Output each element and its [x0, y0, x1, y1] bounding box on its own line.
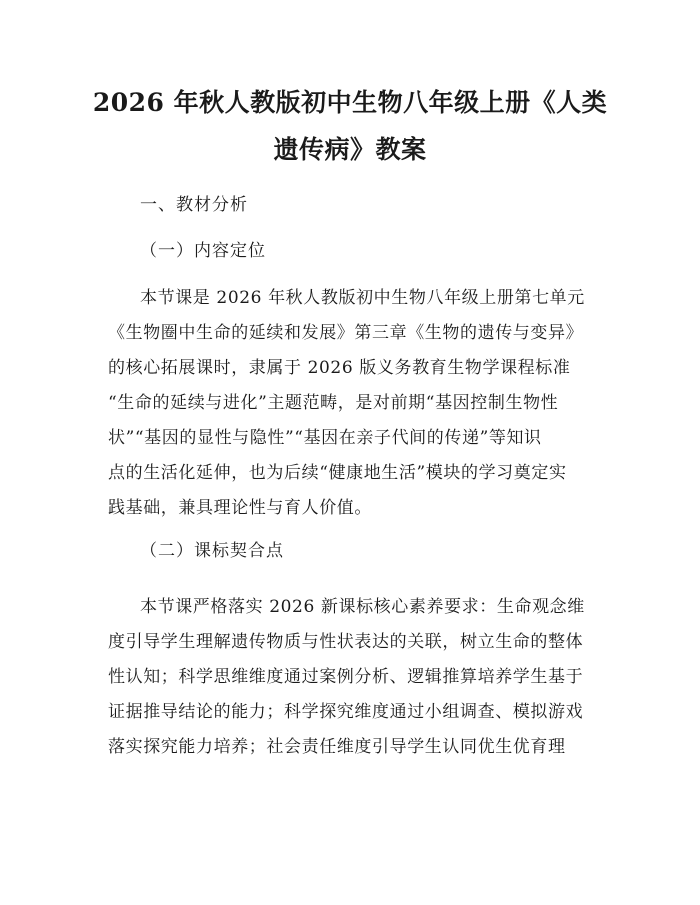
subsection-heading-curriculum-alignment: （二）课标契合点 [140, 541, 284, 561]
paragraph-line: 践基础，兼具理论性与育人价值。 [108, 498, 372, 518]
section-heading-textbook-analysis: 一、教材分析 [140, 195, 248, 215]
paragraph-line: 点的生活化延伸，也为后续“健康地生活”模块的学习奠定实 [108, 463, 567, 483]
title-line-2: 遗传病》教案 [273, 135, 427, 164]
paragraph-line: 状”“基因的显性与隐性”“基因在亲子代间的传递”等知识 [108, 428, 542, 448]
paragraph-line: 度引导学生理解遗传物质与性状表达的关联，树立生命的整体 [108, 632, 584, 652]
paragraph-line: 本节课是 2026 年秋人教版初中生物八年级上册第七单元 [140, 288, 585, 308]
paragraph-line: 本节课严格落实 2026 新课标核心素养要求：生命观念维 [140, 597, 585, 617]
paragraph-line: 证据推导结论的能力；科学探究维度通过小组调查、模拟游戏 [108, 702, 584, 722]
paragraph-line: 落实探究能力培养；社会责任维度引导学生认同优生优育理 [108, 737, 566, 757]
subsection-heading-content-positioning: （一）内容定位 [140, 241, 266, 261]
paragraph-line: 的核心拓展课时，隶属于 2026 版义务教育生物学课程标准 [108, 358, 571, 378]
paragraph-line: 《生物圈中生命的延续和发展》第三章《生物的遗传与变异》 [108, 323, 584, 343]
paragraph-line: “生命的延续与进化”主题范畴，是对前期“基因控制生物性 [108, 393, 559, 413]
paragraph-line: 性认知；科学思维维度通过案例分析、逻辑推算培养学生基于 [108, 667, 584, 687]
title-line-1: 2026 年秋人教版初中生物八年级上册《人类 [92, 88, 608, 117]
